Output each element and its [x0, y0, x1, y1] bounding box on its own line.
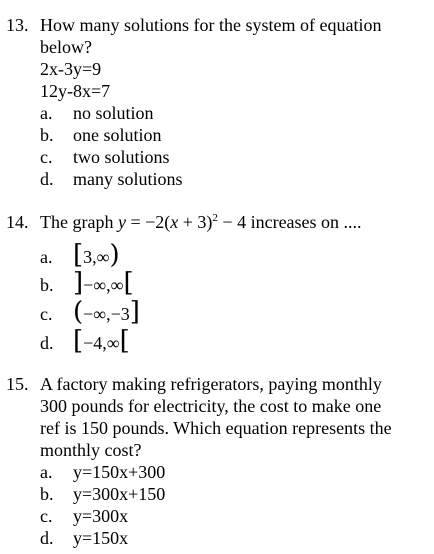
option-letter: a. — [40, 247, 53, 267]
question-text: How many solutions for the system of equation below? — [40, 15, 382, 57]
interval-close: [ — [123, 268, 134, 298]
option-letter: c. — [40, 506, 53, 526]
question-number: 13. — [6, 15, 29, 35]
function-exponent: 2 — [212, 212, 218, 224]
option-letter: d. — [40, 528, 54, 548]
option-c — [40, 505, 128, 527]
option-d — [40, 527, 128, 549]
option-text: one solution — [73, 125, 162, 145]
option-letter: a. — [40, 462, 53, 482]
question-number: 14. — [6, 212, 29, 232]
option-text: y=300x+150 — [73, 484, 166, 504]
option-text: two solutions — [73, 147, 170, 167]
option-b — [40, 124, 162, 146]
option-letter: b. — [40, 484, 54, 504]
option-c — [40, 297, 140, 327]
option-letter: c. — [40, 147, 53, 167]
option-a — [40, 102, 154, 124]
function-lhs: y — [117, 212, 126, 232]
question-text-after: increases on .... — [250, 212, 362, 232]
interval-values: 3,∞ — [83, 247, 110, 267]
option-text: y=300x — [73, 506, 129, 526]
equation-2: 12y-8x=7 — [40, 81, 111, 101]
question-number: 15. — [6, 374, 29, 394]
option-text: no solution — [73, 103, 154, 123]
option-b — [40, 268, 134, 298]
option-d — [40, 168, 183, 190]
option-a — [40, 461, 165, 483]
option-text: many solutions — [73, 169, 183, 189]
option-text: y=150x+300 — [73, 462, 166, 482]
question-text: A factory making refrigerators, paying monthly 300 pounds for electricity, the cost to make one ref is 150 pounds. Which equation represents the monthly cost? — [40, 374, 392, 460]
function-x: x — [170, 212, 179, 232]
question-text-before: The graph — [40, 212, 114, 232]
interval-values: −4,∞ — [83, 333, 120, 353]
interval-close: ) — [109, 240, 120, 270]
option-letter: d. — [40, 333, 54, 353]
option-letter: b. — [40, 125, 54, 145]
interval-close: [ — [119, 326, 130, 356]
function-rhs-c: − 4 — [222, 212, 247, 232]
interval-values: −∞,−3 — [83, 304, 130, 324]
function-rhs-b: + 3) — [182, 212, 213, 232]
option-d — [40, 326, 130, 356]
option-letter: a. — [40, 103, 53, 123]
option-letter: d. — [40, 169, 54, 189]
option-a — [40, 240, 120, 270]
option-b — [40, 483, 165, 505]
option-c — [40, 146, 170, 168]
equation-1: 2x-3y=9 — [40, 59, 102, 79]
function-rhs-a: = −2( — [130, 212, 171, 232]
option-letter: c. — [40, 304, 53, 324]
interval-values: −∞,∞ — [83, 275, 124, 295]
interval-open: ] — [73, 268, 84, 298]
option-text: y=150x — [73, 528, 129, 548]
question-text — [40, 211, 428, 233]
interval-open: ( — [73, 297, 84, 327]
interval-close: ] — [129, 297, 140, 327]
interval-open: [ — [73, 326, 84, 356]
option-letter: b. — [40, 275, 54, 295]
interval-open: [ — [73, 240, 84, 270]
